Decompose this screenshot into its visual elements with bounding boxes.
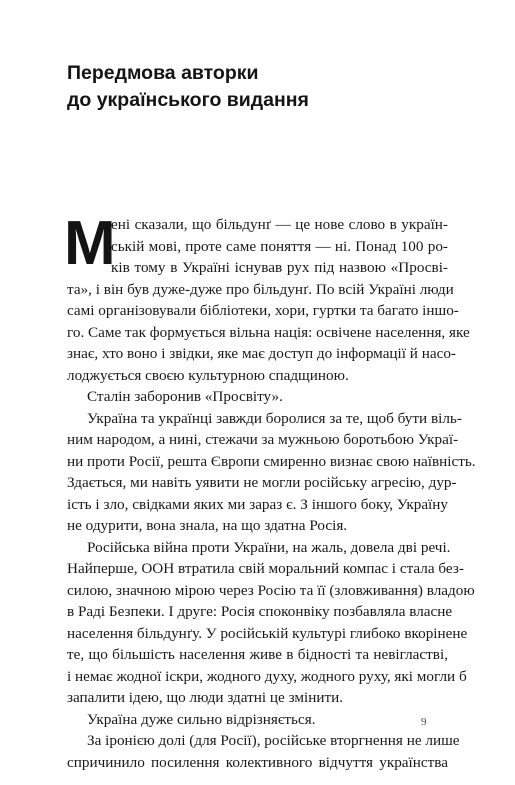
text-line: ків тому в Україні існував рух під назвою «Просві-	[111, 259, 448, 276]
text-line: лоджується своєю культурною спадщиною.	[67, 366, 349, 384]
chapter-heading-line-1: Передмова авторки	[67, 62, 259, 84]
text-line: Здається, ми навіть уявити не могли російську агресію, дур-	[67, 474, 457, 491]
body-text	[64, 209, 476, 773]
page-number: 9	[421, 716, 427, 728]
drop-cap: М	[64, 209, 116, 278]
text-line: знає, хто воно і звідки, яке має доступ до інформації й насо-	[67, 345, 456, 362]
text-line: силою, значною мірою через Росію та її (зловживання) владою	[67, 581, 475, 599]
text-line: самі організовували бібліотеки, хори, гуртки та багато іншо-	[67, 302, 459, 319]
text-line: Україна та українці завжди боролися за те, щоб бути віль-	[87, 409, 462, 427]
text-line: не одурити, вона знала, на що здатна Росія.	[67, 517, 348, 534]
text-line: запалити ідею, що люди здатні це змінити.	[67, 689, 344, 706]
text-line: спричинило посилення колективного відчуття українства	[67, 753, 448, 771]
chapter-heading	[67, 60, 447, 114]
text-line: Сталін заборонив «Просвіту».	[87, 388, 283, 405]
text-line: Найперше, ООН втратила свій моральний компас і стала без-	[67, 560, 464, 577]
text-line: те, що більшість населення живе в бідності та невігластві,	[67, 646, 448, 663]
text-line: та», і він був дуже-дуже про більдунґ. По всій Україні люди	[67, 280, 454, 298]
text-line: го. Саме так формується вільна нація: освічене населення, яке	[67, 323, 470, 341]
text-line: ість і зло, свідками яких ми зараз є. З іншого боку, Україну	[67, 495, 448, 513]
text-line: і немає жодної іскри, жодного духу, жодного руху, які могли б	[67, 667, 467, 685]
text-line: населення більдунґу. У російській культурі глибоко вкорінене	[67, 624, 468, 642]
text-line: ській мові, проте саме поняття — ні. Понад 100 ро-	[111, 237, 448, 255]
text-line: ни проти Росії, решта Європи смиренно визнає свою наївність.	[67, 452, 476, 470]
chapter-heading-line-2: до українського видання	[67, 89, 309, 111]
text-line: Російська війна проти України, на жаль, довела дві речі.	[87, 538, 451, 556]
text-line: ним народом, а нині, стежачи за мужньою боротьбою Украї-	[67, 431, 459, 448]
text-line: ені сказали, що більдунґ — це нове слово в україн-	[111, 216, 448, 233]
text-line: Україна дуже сильно відрізняється.	[87, 710, 316, 728]
text-line: За іронією долі (для Росії), російське вторгнення не лише	[87, 732, 460, 749]
text-line: в Раді Безпеки. І друге: Росія споконвіку позбавляла власне	[67, 603, 453, 620]
